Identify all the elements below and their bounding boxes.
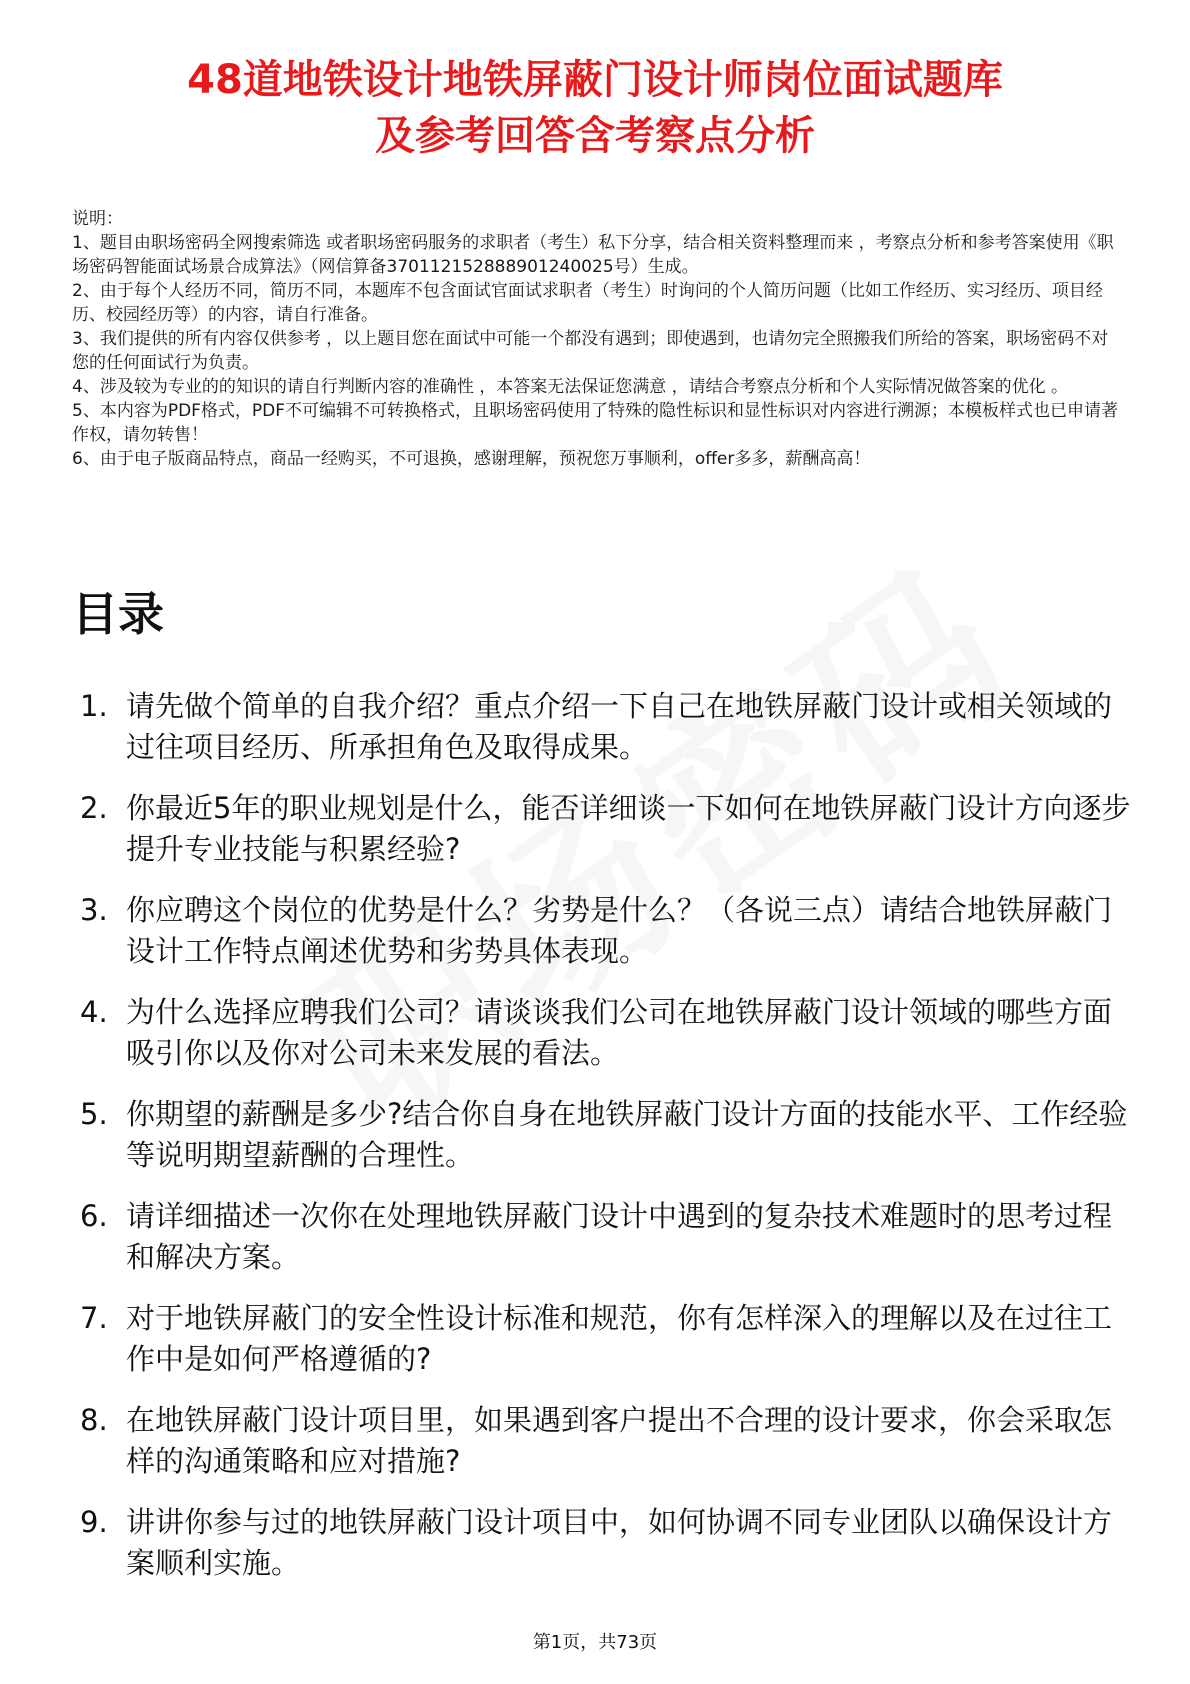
note-item-5: 5、本内容为PDF格式，PDF不可编辑不可转换格式，且职场密码使用了特殊的隐性标识和显性标识对内容进行溯源；本模板样式也已申请著作权，请勿转售！ [72,401,1119,445]
note-item-1: 1、题目由职场密码全网搜索筛选 或者职场密码服务的求职者（考生）私下分享，结合相关资料整理而来 ，考察点分析和参考答案使用《职场密码智能面试场景合成算法》（网信算备370112152888901240025号）生成。 [72,233,1114,277]
toc-item-number: 3. [80,893,108,927]
toc-list [72,686,1132,1604]
toc-item-text: 在地铁屏蔽门设计项目里，如果遇到客户提出不合理的设计要求，你会采取怎样的沟通策略和应对措施? [126,1403,1113,1478]
toc-item-text: 你应聘这个岗位的优势是什么？劣势是什么？（各说三点）请结合地铁屏蔽门设计工作特点阐述优势和劣势具体表现。 [126,893,1113,968]
toc-item-number: 5. [80,1097,108,1131]
toc-item-text: 你最近5年的职业规划是什么，能否详细谈一下如何在地铁屏蔽门设计方向逐步提升专业技能与积累经验? [126,791,1131,866]
toc-item-text: 对于地铁屏蔽门的安全性设计标准和规范，你有怎样深入的理解以及在过往工作中是如何严格遵循的? [126,1301,1113,1376]
toc-item-text: 为什么选择应聘我们公司？请谈谈我们公司在地铁屏蔽门设计领域的哪些方面吸引你以及你对公司未来发展的看法。 [126,995,1113,1070]
toc-item-number: 4. [80,995,108,1029]
toc-item-number: 6. [80,1199,108,1233]
toc-item-5[interactable] [72,1094,1132,1176]
note-item-3: 3、我们提供的所有内容仅供参考 ，以上题目您在面试中可能一个都没有遇到；即使遇到，也请勿完全照搬我们所给的答案，职场密码不对您的任何面试行为负责。 [72,329,1109,373]
toc-item-number: 9. [80,1505,108,1539]
toc-item-7[interactable] [72,1298,1132,1380]
toc-item-1[interactable] [72,686,1132,768]
toc-item-number: 7. [80,1301,108,1335]
toc-item-8[interactable] [72,1400,1132,1482]
toc-item-6[interactable] [72,1196,1132,1278]
toc-item-text: 你期望的薪酬是多少?结合你自身在地铁屏蔽门设计方面的技能水平、工作经验等说明期望薪酬的合理性。 [126,1097,1128,1172]
toc-item-4[interactable] [72,992,1132,1074]
toc-item-2[interactable] [72,788,1132,870]
toc-item-9[interactable] [72,1502,1132,1584]
toc-heading: 目录 [72,587,164,641]
notes-section [72,207,1122,471]
title-line-1: 48道地铁设计地铁屏蔽门设计师岗位面试题库 [187,57,1003,103]
notes-heading: 说明： [72,209,123,229]
toc-item-number: 2. [80,791,108,825]
toc-item-number: 1. [80,689,108,723]
toc-item-number: 8. [80,1403,108,1437]
document-title [40,52,1150,164]
toc-item-text: 请先做个简单的自我介绍？重点介绍一下自己在地铁屏蔽门设计或相关领域的过往项目经历、所承担角色及取得成果。 [126,689,1113,764]
note-item-4: 4、涉及较为专业的的知识的请自行判断内容的准确性 ，本答案无法保证您满意 ，请结合考察点分析和个人实际情况做答案的优化 。 [72,377,1069,397]
note-item-2: 2、由于每个人经历不同，简历不同，本题库不包含面试官面试求职者（考生）时询问的个人简历问题（比如工作经历、实习经历、项目经历、校园经历等）的内容，请自行准备。 [72,281,1103,325]
toc-item-3[interactable] [72,890,1132,972]
toc-item-text: 讲讲你参与过的地铁屏蔽门设计项目中，如何协调不同专业团队以确保设计方案顺利实施。 [126,1505,1113,1580]
title-line-2: 及参考回答含考察点分析 [375,113,815,159]
toc-item-text: 请详细描述一次你在处理地铁屏蔽门设计中遇到的复杂技术难题时的思考过程和解决方案。 [126,1199,1113,1274]
note-item-6: 6、由于电子版商品特点，商品一经购买，不可退换，感谢理解，预祝您万事顺利，offer多多，薪酬高高！ [72,449,871,469]
page-footer: 第1页，共73页 [532,1632,658,1653]
